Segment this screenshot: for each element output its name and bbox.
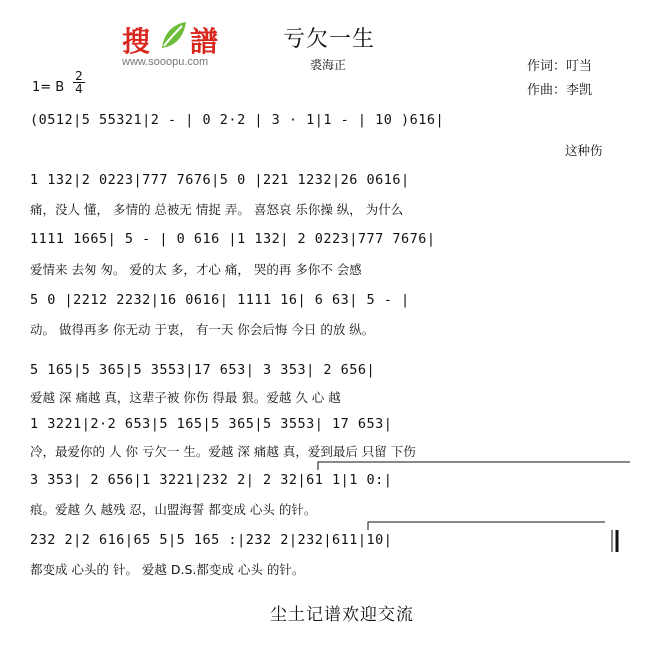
score-row-6-lyrics: 冷，最爱你的 人 你 亏欠一 生。爱越 深 痛越 真，爱到最后 只留 下伤 (30, 444, 416, 459)
score-row-6-notes: 1 3221|2·2 653|5 165|5 365|5 3553| 17 653| (30, 416, 393, 432)
score-row-8-lyrics: 都变成 心头的 针。 爱越 D.S.都变成 心头 的针。 (30, 562, 305, 577)
logo-char-right: 譜 (190, 25, 219, 58)
score-row-8-notes: 232 2|2 616|65 5|5 165 :|232 2|232|611|10| (30, 532, 393, 548)
score-row-1-notes: (0512|5 55321|2 - | 0 2·2 | 3 · 1|1 - | 10 )616| (30, 112, 445, 128)
score-row-2-notes: 1 132|2 0223|777 7676|5 0 |221 1232|26 0616| (30, 172, 410, 188)
score-row-1-lyrics: 这种伤 (565, 143, 603, 158)
score-row-7-lyrics: 痕。爱越 久 越残 忍，山盟海誓 都变成 心头 的针。 (30, 502, 317, 517)
score-row-4-lyrics: 动。 做得再多 你无动 于衷， 有一天 你会后悔 今日 的放 纵。 (30, 322, 375, 337)
score-row-4-notes: 5 0 |2212 2232|16 0616| 1111 16| 6 63| 5 - | (30, 292, 410, 308)
time-sig-top: 2 (75, 69, 83, 83)
score-row-3-lyrics: 爱情来 去匆 匆。 爱的太 多，才心 痛， 哭的再 多你不 会感 (30, 262, 362, 277)
time-sig-bottom: 4 (73, 82, 85, 95)
second-ending-bracket (368, 522, 605, 530)
score-row-2-lyrics: 痛，没人 懂， 多情的 总被无 情捉 弄。 喜怒哀 乐你操 纵， 为什么 (30, 202, 404, 217)
score-row-5-lyrics: 爱越 深 痛越 真，这辈子被 你伤 得最 狠。爱越 久 心 越 (30, 390, 341, 405)
logo-char-left: 搜 (122, 25, 151, 58)
footer-note: 尘土记谱欢迎交流 (270, 605, 414, 625)
logo-url: www.sooopu.com (122, 56, 209, 68)
composer: 作曲：李凯 (527, 83, 593, 98)
key-signature: 1= B (32, 80, 65, 95)
singer: 裘海正 (310, 58, 347, 72)
score-row-3-notes: 1111 1665| 5 - | 0 616 |1 132| 2 0223|777 7676| (30, 231, 436, 247)
song-title: 亏欠一生 (283, 27, 376, 52)
score-row-5-notes: 5 165|5 365|5 3553|17 653| 3 353| 2 656| (30, 362, 376, 378)
first-ending-bracket (318, 462, 630, 470)
score-row-7-notes: 3 353| 2 656|1 3221|232 2| 2 32|61 1|1 0:| (30, 472, 393, 488)
lyricist: 作词：叮当 (527, 59, 593, 74)
